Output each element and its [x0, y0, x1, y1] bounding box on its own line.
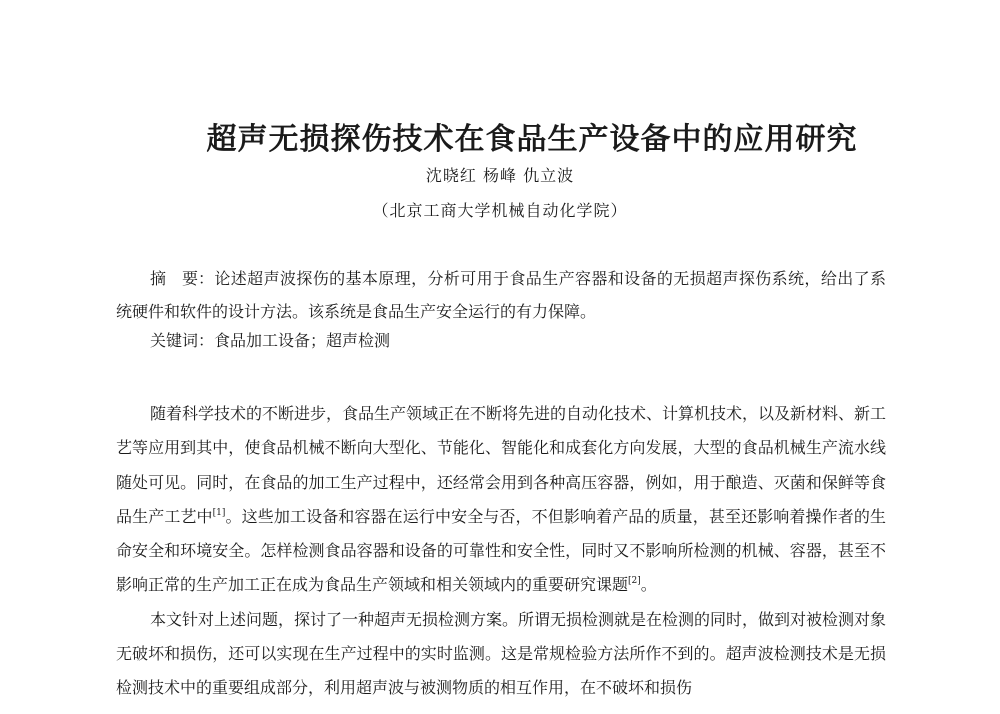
paper-title: 超声无损探伤技术在食品生产设备中的应用研究 — [206, 122, 858, 157]
paragraph-1-part-c: 。 — [640, 575, 657, 595]
body-text — [116, 397, 886, 706]
paragraph-1 — [116, 397, 886, 603]
citation-2[interactable]: [2] — [628, 576, 641, 587]
abstract-label: 摘 要： — [150, 269, 215, 288]
keywords-text: 食品加工设备；超声检测 — [214, 331, 391, 350]
abstract — [116, 262, 886, 328]
paragraph-1-part-a: 随着科学技术的不断进步，食品生产领域正在不断将先进的自动化技术、计算机技术，以及新材料、新工艺等应用到其中，使食品机械不断向大型化、节能化、智能化和成套化方向发展，大型的食品机械生产流水线随处可见。同时，在食品的加工生产过程中，还经常会用到各种高压容器，例如，用于酿造、灭菌和保鲜等食品生产工艺中 — [116, 404, 887, 526]
citation-1[interactable]: [1] — [212, 507, 226, 518]
paragraph-1-part-b: 。这些加工设备和容器在运行中安全与否，不但影响着产品的质量，甚至还影响着操作者的生命安全和环境安全。怎样检测食品容器和设备的可靠性和安全性，同时又不影响所检测的机械、容器，甚至不影响正常的生产加工正在成为食品生产领域和相关领域内的重要研究课题 — [116, 506, 886, 595]
paragraph-2: 本文针对上述问题，探讨了一种超声无损检测方案。所谓无损检测就是在检测的同时，做到对被检测对象无破坏和损伤，还可以实现在生产过程中的实时监测。这是常规检验方法所作不到的。超声波检测技术是无损检测技术中的重要组成部分，利用超声波与被测物质的相互作用，在不破坏和损伤 — [116, 609, 887, 698]
keywords — [150, 328, 390, 351]
paper-authors: 沈晓红 杨峰 仇立波 — [425, 166, 575, 185]
keywords-label: 关键词： — [150, 331, 215, 350]
paper-affiliation: （北京工商大学机械自动化学院） — [372, 201, 628, 220]
abstract-text: 论述超声波探伤的基本原理，分析可用于食品生产容器和设备的无损超声探伤系统，给出了系统硬件和软件的设计方法。该系统是食品生产安全运行的有力保障。 — [116, 269, 886, 321]
